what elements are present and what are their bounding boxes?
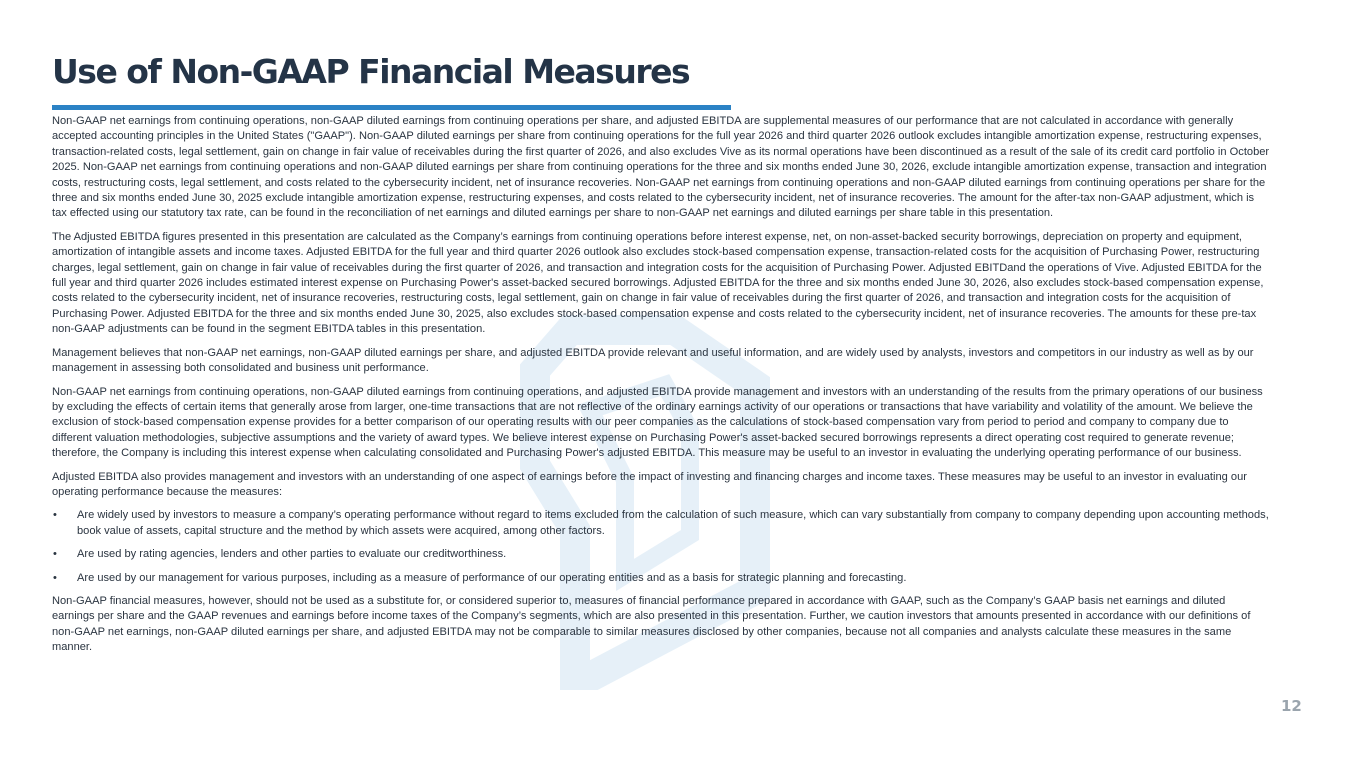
bullet-text: Are used by our management for various purposes, including as a measure of performance of our operating entities and as a basis for strategic planning and forecasting. xyxy=(77,571,907,584)
bullet-item xyxy=(52,571,1270,586)
paragraph-non-gaap-definition: Non-GAAP net earnings from continuing operations, non-GAAP diluted earnings from continuing operations per share, and adjusted EBITDA are supplemental measures of our performance that are not calculated in accordance with generally accepted accounting principles in the United States ("GAAP"). Non-GAAP diluted earnings per share from continuing operations for the full year 2026 and third quarter 2026 outlook excludes intangible amortization expense, restructuring expenses, transaction-related costs, legal settlement, gain on change in fair value of receivables during the first quarter of 2026, and also excludes Vive as its normal operations have been discontinued as a result of the sale of its credit card portfolio in October 2025. Non-GAAP net earnings from continuing operations and non-GAAP diluted earnings per share from continuing operations for the three and six months ended June 30, 2026, exclude intangible amortization expense, transaction and integration costs, restructuring costs, legal settlement, and costs related to the cybersecurity incident, net of insurance recoveries. Non-GAAP net earnings from continuing operations and non-GAAP diluted earnings from continuing operations per share for the three and six months ended June 30, 2025 exclude intangible amortization expense, restructuring expenses, and costs related to the cybersecurity incident, net of insurance recoveries. The amount for the after-tax non-GAAP adjustment, which is tax effected using our statutory tax rate, can be found in the reconciliation of net earnings and diluted earnings per share to non-GAAP net earnings and diluted earnings per share table in this presentation. xyxy=(52,115,1270,220)
page-title: Use of Non-GAAP Financial Measures xyxy=(52,52,690,91)
paragraph-adjusted-ebitda-definition: The Adjusted EBITDA figures presented in this presentation are calculated as the Company’s earnings from continuing operations before interest expense, net, on non-asset-backed security borrowings, depreciation on property and equipment, amortization of intangible assets and income taxes. Adjusted EBITDA for the full year and third quarter 2026 outlook also excludes stock-based compensation expense, transaction-related costs for the acquisition of Purchasing Power, restructuring charges, legal settlement, gain on change in fair value of receivables during the first quarter of 2026, and transaction and integration costs for the acquisition of Purchasing Power. Adjusted EBITDand the operations of Vive. Adjusted EBITDA for the full year and third quarter 2026 includes estimated interest expense on Purchasing Power's asset-backed secured borrowings. Adjusted EBITDA for the three and six months ended June 30, 2026, also excludes stock-based compensation expense, costs related to the cybersecurity incident, net of insurance recoveries, restructuring costs, legal settlement, gain on change in fair value of receivables during the first quarter of 2026, and transaction and integration costs for the acquisition of Purchasing Power. Adjusted EBITDA for the three and six months ended June 30, 2025, also excludes stock-based compensation expense and costs related to the cybersecurity incident, net of insurance recoveries. The amounts for these pre-tax non-GAAP adjustments can be found in the segment EBITDA tables in this presentation. xyxy=(52,230,1264,336)
paragraph-ebitda-usefulness: Adjusted EBITDA also provides management and investors with an understanding of one aspect of earnings before the impact of investing and financing charges and income taxes. These measures may be useful to an investor in evaluating our operating performance because the measures: xyxy=(52,470,1247,498)
bullet-text: Are widely used by investors to measure a company’s operating performance without regard to items excluded from the calculation of such measure, which can vary substantially from company to company depending upon accounting methods, book value of assets, capital structure and the method by which assets were acquired, among other factors. xyxy=(77,509,1269,537)
paragraph-understanding-results: Non-GAAP net earnings from continuing operations, non-GAAP diluted earnings from continuing operations, and adjusted EBITDA provide management and investors with an understanding of the results from the primary operations of our business by excluding the effects of certain items that generally arose from larger, one-time transactions that are not reflective of the ordinary earnings activity of our operations or transactions that have variability and volatility of the amount. We believe the exclusion of stock-based compensation expense provides for a better comparison of our operating results with our peer companies as the calculations of stock-based compensation vary from period to period and company to company due to different valuation methodologies, subjective assumptions and the variety of award types. We believe interest expense on Purchasing Power's asset-backed secured borrowings represents a direct operating cost required to generate revenue; therefore, the Company is including this interest expense when calculating consolidated and Purchasing Power's adjusted EBITDA. This measure may be useful to an investor in evaluating the underlying operating performance of our business. xyxy=(52,385,1263,460)
body-text xyxy=(52,114,1270,664)
bullet-marker: • xyxy=(53,571,57,584)
bullet-marker: • xyxy=(53,509,57,522)
bullet-text: Are used by rating agencies, lenders and other parties to evaluate our creditworthiness. xyxy=(77,548,507,561)
paragraph-management-belief: Management believes that non-GAAP net earnings, non-GAAP diluted earnings per share, and adjusted EBITDA provide relevant and useful information, and are widely used by analysts, investors and competitors in our industry as well as by our management in assessing both consolidated and business unit performance. xyxy=(52,346,1254,375)
title-underline xyxy=(52,105,731,110)
bullet-list xyxy=(52,508,1270,586)
paragraph-caution: Non-GAAP financial measures, however, should not be used as a substitute for, or considered superior to, measures of financial performance prepared in accordance with GAAP, such as the Company’s GAAP basis net earnings and diluted earnings per share and the GAAP revenues and earnings before income taxes of the Company’s segments, which are also presented in this presentation. Further, we caution investors that amounts presented in accordance with our definitions of non-GAAP net earnings, non-GAAP diluted earnings per share, and adjusted EBITDA may not be comparable to similar measures disclosed by other companies, because not all companies and analysts calculate these measures in the same manner. xyxy=(52,594,1251,654)
bullet-item xyxy=(52,547,1270,562)
bullet-item xyxy=(52,508,1270,539)
bullet-marker: • xyxy=(53,548,57,561)
page-number: 12 xyxy=(1281,697,1302,715)
